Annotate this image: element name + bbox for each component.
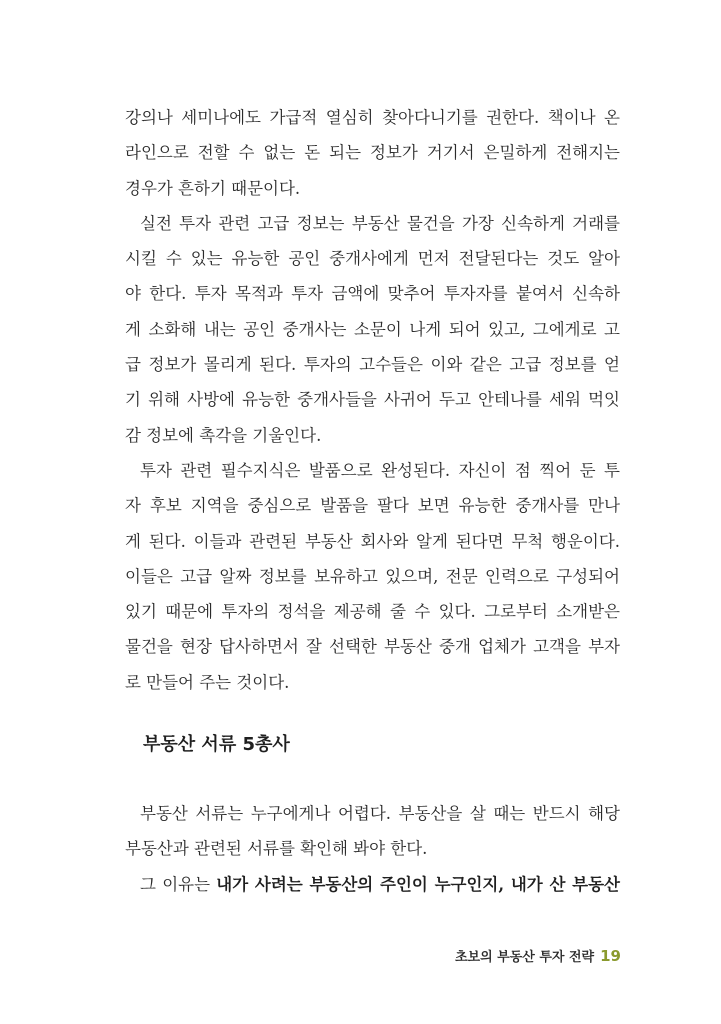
text-line: 기 위해 사방에 유능한 중개사들을 사귀어 두고 안테나를 세워 먹잇 bbox=[125, 390, 620, 410]
text-line: 이들은 고급 알짜 정보를 보유하고 있으며, 전문 인력으로 구성되어 bbox=[125, 566, 620, 586]
text-line: 게 소화해 내는 공인 중개사는 소문이 나게 되어 있고, 그에게로 고 bbox=[125, 319, 620, 339]
section-text bbox=[125, 796, 620, 902]
text-line: 경우가 흔하기 때문이다. bbox=[125, 178, 301, 198]
section-heading: 부동산 서류 5총사 bbox=[143, 734, 290, 755]
text-emphasis: 내가 사려는 부동산의 주인이 누구인지, 내가 산 부동산 bbox=[216, 874, 620, 894]
text-plain: 그 이유는 bbox=[140, 874, 217, 894]
page-footer bbox=[455, 946, 621, 965]
text-line: 야 한다. 투자 목적과 투자 금액에 맞추어 투자자를 붙여서 신속하 bbox=[125, 284, 620, 304]
text-line: 투자 관련 필수지식은 발품으로 완성된다. 자신이 점 찍어 둔 투 bbox=[140, 460, 620, 480]
text-line: 급 정보가 몰리게 된다. 투자의 고수들은 이와 같은 고급 정보를 얻 bbox=[125, 355, 620, 375]
text-line: 있기 때문에 투자의 정석을 제공해 줄 수 있다. 그로부터 소개받은 bbox=[125, 602, 620, 622]
text-line: 부동산과 관련된 서류를 확인해 봐야 한다. bbox=[125, 839, 428, 859]
page-number: 19 bbox=[600, 947, 621, 965]
text-line: 감 정보에 촉각을 기울인다. bbox=[125, 425, 322, 445]
text-line: 실전 투자 관련 고급 정보는 부동산 물건을 가장 신속하게 거래를 bbox=[140, 213, 620, 233]
running-title: 초보의 부동산 투자 전략 bbox=[454, 950, 595, 965]
body-text bbox=[125, 100, 620, 700]
text-line-mixed bbox=[125, 867, 620, 902]
text-line: 게 된다. 이들과 관련된 부동산 회사와 알게 된다면 무척 행운이다. bbox=[125, 531, 620, 551]
text-line: 자 후보 지역을 중심으로 발품을 팔다 보면 유능한 중개사를 만나 bbox=[125, 496, 620, 516]
text-line: 시킬 수 있는 유능한 공인 중개사에게 먼저 전달된다는 것도 알아 bbox=[125, 249, 620, 269]
text-line: 물건을 현장 답사하면서 잘 선택한 부동산 중개 업체가 고객을 부자 bbox=[125, 637, 620, 657]
text-line: 부동산 서류는 누구에게나 어렵다. 부동산을 살 때는 반드시 해당 bbox=[140, 804, 620, 823]
text-line: 라인으로 전할 수 없는 돈 되는 정보가 거기서 은밀하게 전해지는 bbox=[125, 143, 620, 163]
text-line: 로 만들어 주는 것이다. bbox=[125, 672, 290, 692]
text-line: 강의나 세미나에도 가급적 열심히 찾아다니기를 권한다. 책이나 온 bbox=[125, 108, 620, 127]
